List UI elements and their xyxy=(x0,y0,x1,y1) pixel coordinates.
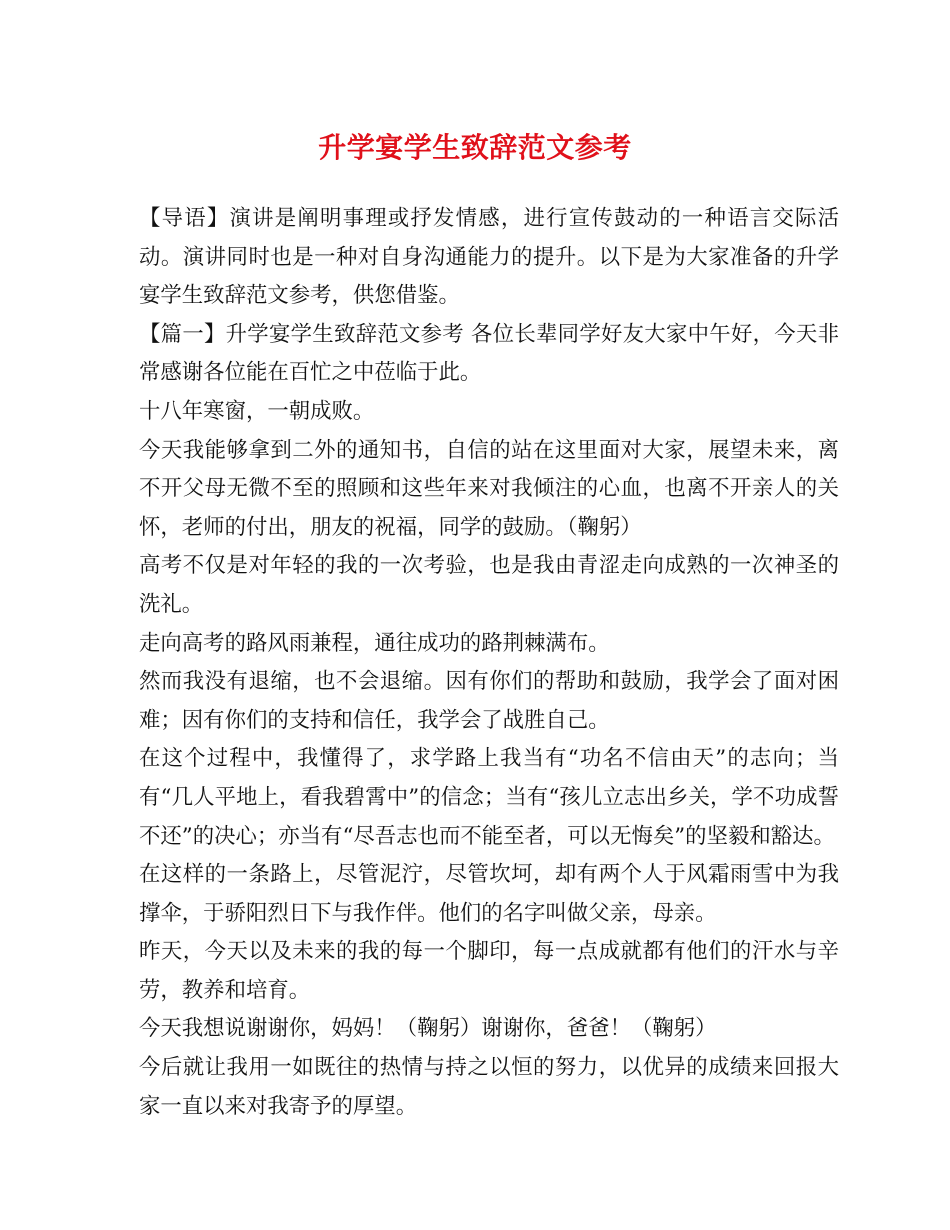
paragraph: 走向高考的路风雨兼程，通往成功的路荆棘满布。 xyxy=(139,630,610,656)
paragraph: 今天我想说谢谢你，妈妈！（鞠躬）谢谢你，爸爸！（鞠躬） xyxy=(139,1016,717,1042)
document-title: 升学宴学生致辞范文参考 xyxy=(318,131,632,164)
paragraph-intro: 【导语】演讲是阐明事理或抒发情感，进行宣传鼓动的一种语言交际活动。演讲同时也是一种对自身沟通能力的提升。以下是为大家准备的升学宴学生致辞范文参考，供您借鉴。 xyxy=(139,206,839,309)
paragraph: 在这样的一条路上，尽管泥泞，尽管坎坷，却有两个人于风霜雨雪中为我撑伞，于骄阳烈日下与我作伴。他们的名字叫做父亲，母亲。 xyxy=(139,862,839,926)
document-body xyxy=(139,200,839,1126)
paragraph: 高考不仅是对年轻的我的一次考验，也是我由青涩走向成熟的一次神圣的洗礼。 xyxy=(139,553,839,617)
paragraph: 今天我能够拿到二外的通知书，自信的站在这里面对大家，展望未来，离不开父母无微不至的照顾和这些年来对我倾注的心血，也离不开亲人的关怀，老师的付出，朋友的祝福，同学的鼓励。（鞠躬） xyxy=(139,437,839,540)
paragraph: 今后就让我用一如既往的热情与持之以恒的努力，以优异的成绩来回报大家一直以来对我寄予的厚望。 xyxy=(139,1055,839,1119)
paragraph: 十八年寒窗，一朝成败。 xyxy=(139,398,375,424)
paragraph: 在这个过程中，我懂得了，求学路上我当有“功名不信由天”的志向；当有“几人平地上，看我碧霄中”的信念；当有“孩儿立志出乡关，学不功成誓不还”的决心；亦当有“尽吾志也而不能至者，可以无悔矣”的坚毅和豁达。 xyxy=(139,746,839,849)
paragraph: 然而我没有退缩，也不会退缩。因有你们的帮助和鼓励，我学会了面对困难；因有你们的支持和信任，我学会了战胜自己。 xyxy=(139,669,839,733)
paragraph-section-one: 【篇一】升学宴学生致辞范文参考 各位长辈同学好友大家中午好，今天非常感谢各位能在百忙之中莅临于此。 xyxy=(139,321,839,386)
paragraph: 昨天，今天以及未来的我的每一个脚印，每一点成就都有他们的汗水与辛劳，教养和培育。 xyxy=(139,939,839,1003)
